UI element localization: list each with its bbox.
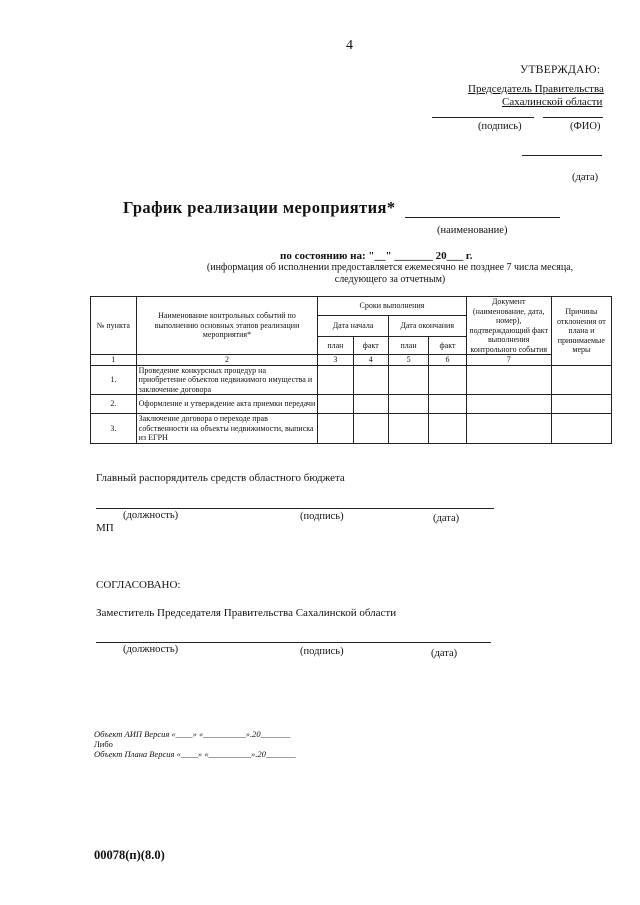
index-cell: 4 [353,355,388,366]
form-code: 00078(п)(8.0) [94,848,165,862]
empty-cell [318,395,353,414]
row-event: Проведение конкурсных процедур на приобретение объектов недвижимого имущества и заключение договора [136,365,318,395]
empty-cell [353,414,388,444]
header-end-date: Дата окончания [388,316,466,337]
header-item-number: № пункта [91,297,137,355]
table-row [91,395,612,414]
index-cell: 2 [136,355,318,366]
header-end-fact: факт [429,337,466,355]
empty-cell [551,414,611,444]
row-number: 1. [91,365,137,395]
index-cell: 5 [388,355,428,366]
approval-date-line [522,155,602,156]
agreed-signature-caption: (подпись) [300,646,344,657]
approval-position-line2: Сахалинской области [502,96,603,108]
empty-cell [466,365,551,395]
header-deviation-reasons: Причины отклонения от плана и принимаемые меры [551,297,611,366]
version-line-plan: Объект Плана Версия «____» «__________».20_______ [94,749,296,759]
empty-cell [318,414,353,444]
empty-cell [388,365,428,395]
row-event: Оформление и утверждение акта приемки передачи [136,395,318,414]
as-of-date: по состоянию на: "__" _______ 20___ г. [280,250,473,262]
chief-signature-caption: (подпись) [300,511,344,522]
empty-cell [551,365,611,395]
chief-signature-line [96,508,494,509]
empty-cell [353,395,388,414]
approval-name-caption: (ФИО) [570,121,601,132]
row-event: Заключение договора о переходе прав собственности на объекты недвижимости, выписка из ЕГРН [136,414,318,444]
agreed-date-caption: (дата) [431,648,458,659]
agreed-title: Заместитель Председателя Правительства Сахалинской области [96,607,397,619]
stamp-place: МП [96,522,114,534]
title-name-line [405,217,560,218]
empty-cell [318,365,353,395]
version-line-or: Либо [94,739,113,749]
row-number: 3. [91,414,137,444]
agreed-signature-line [96,642,491,643]
empty-cell [551,395,611,414]
schedule-table [90,296,612,444]
chief-date-caption: (дата) [433,513,460,524]
agreed-heading: СОГЛАСОВАНО: [96,579,181,591]
header-start-plan: план [318,337,353,355]
empty-cell [388,395,428,414]
approval-date-caption: (дата) [572,172,599,183]
chief-position-caption: (должность) [123,510,179,521]
header-start-date: Дата начала [318,316,389,337]
chief-manager-title: Главный распорядитель средств областного бюджета [96,472,345,484]
empty-cell [429,395,466,414]
index-cell: 6 [429,355,466,366]
name-caption: (наименование) [437,225,508,236]
approval-name-line [543,117,603,118]
empty-cell [429,414,466,444]
version-line-aip: Объект АИП Версия «____» «__________».20_______ [94,729,291,739]
empty-cell [466,414,551,444]
index-cell: 1 [91,355,137,366]
approval-signature-line [432,117,534,118]
header-end-plan: план [388,337,428,355]
empty-cell [466,395,551,414]
reporting-note-line2: следующего за отчетным) [334,274,446,285]
row-number: 2. [91,395,137,414]
approval-heading: УТВЕРЖДАЮ: [520,64,601,76]
header-event-name: Наименование контрольных событий по выполнению основных этапов реализации мероприятия* [136,297,318,355]
empty-cell [429,365,466,395]
reporting-note [205,262,575,286]
reporting-note-line1: (информация об исполнении предоставляется ежемесячно не позднее 7 числа месяца, [206,262,574,273]
index-cell: 7 [466,355,551,366]
header-document: Документ (наименование, дата, номер), подтверждающий факт выполнения контрольного события [466,297,551,355]
table-row [91,414,612,444]
page-number: 4 [346,38,353,53]
empty-cell [388,414,428,444]
approval-signature-caption: (подпись) [478,121,522,132]
document-title: График реализации мероприятия* [123,198,396,217]
table-row [91,365,612,395]
header-terms: Сроки выполнения [318,297,466,316]
index-cell: 3 [318,355,353,366]
header-start-fact: факт [353,337,388,355]
empty-cell [353,365,388,395]
agreed-position-caption: (должность) [123,644,179,655]
approval-position-line1: Председатель Правительства [468,83,604,95]
